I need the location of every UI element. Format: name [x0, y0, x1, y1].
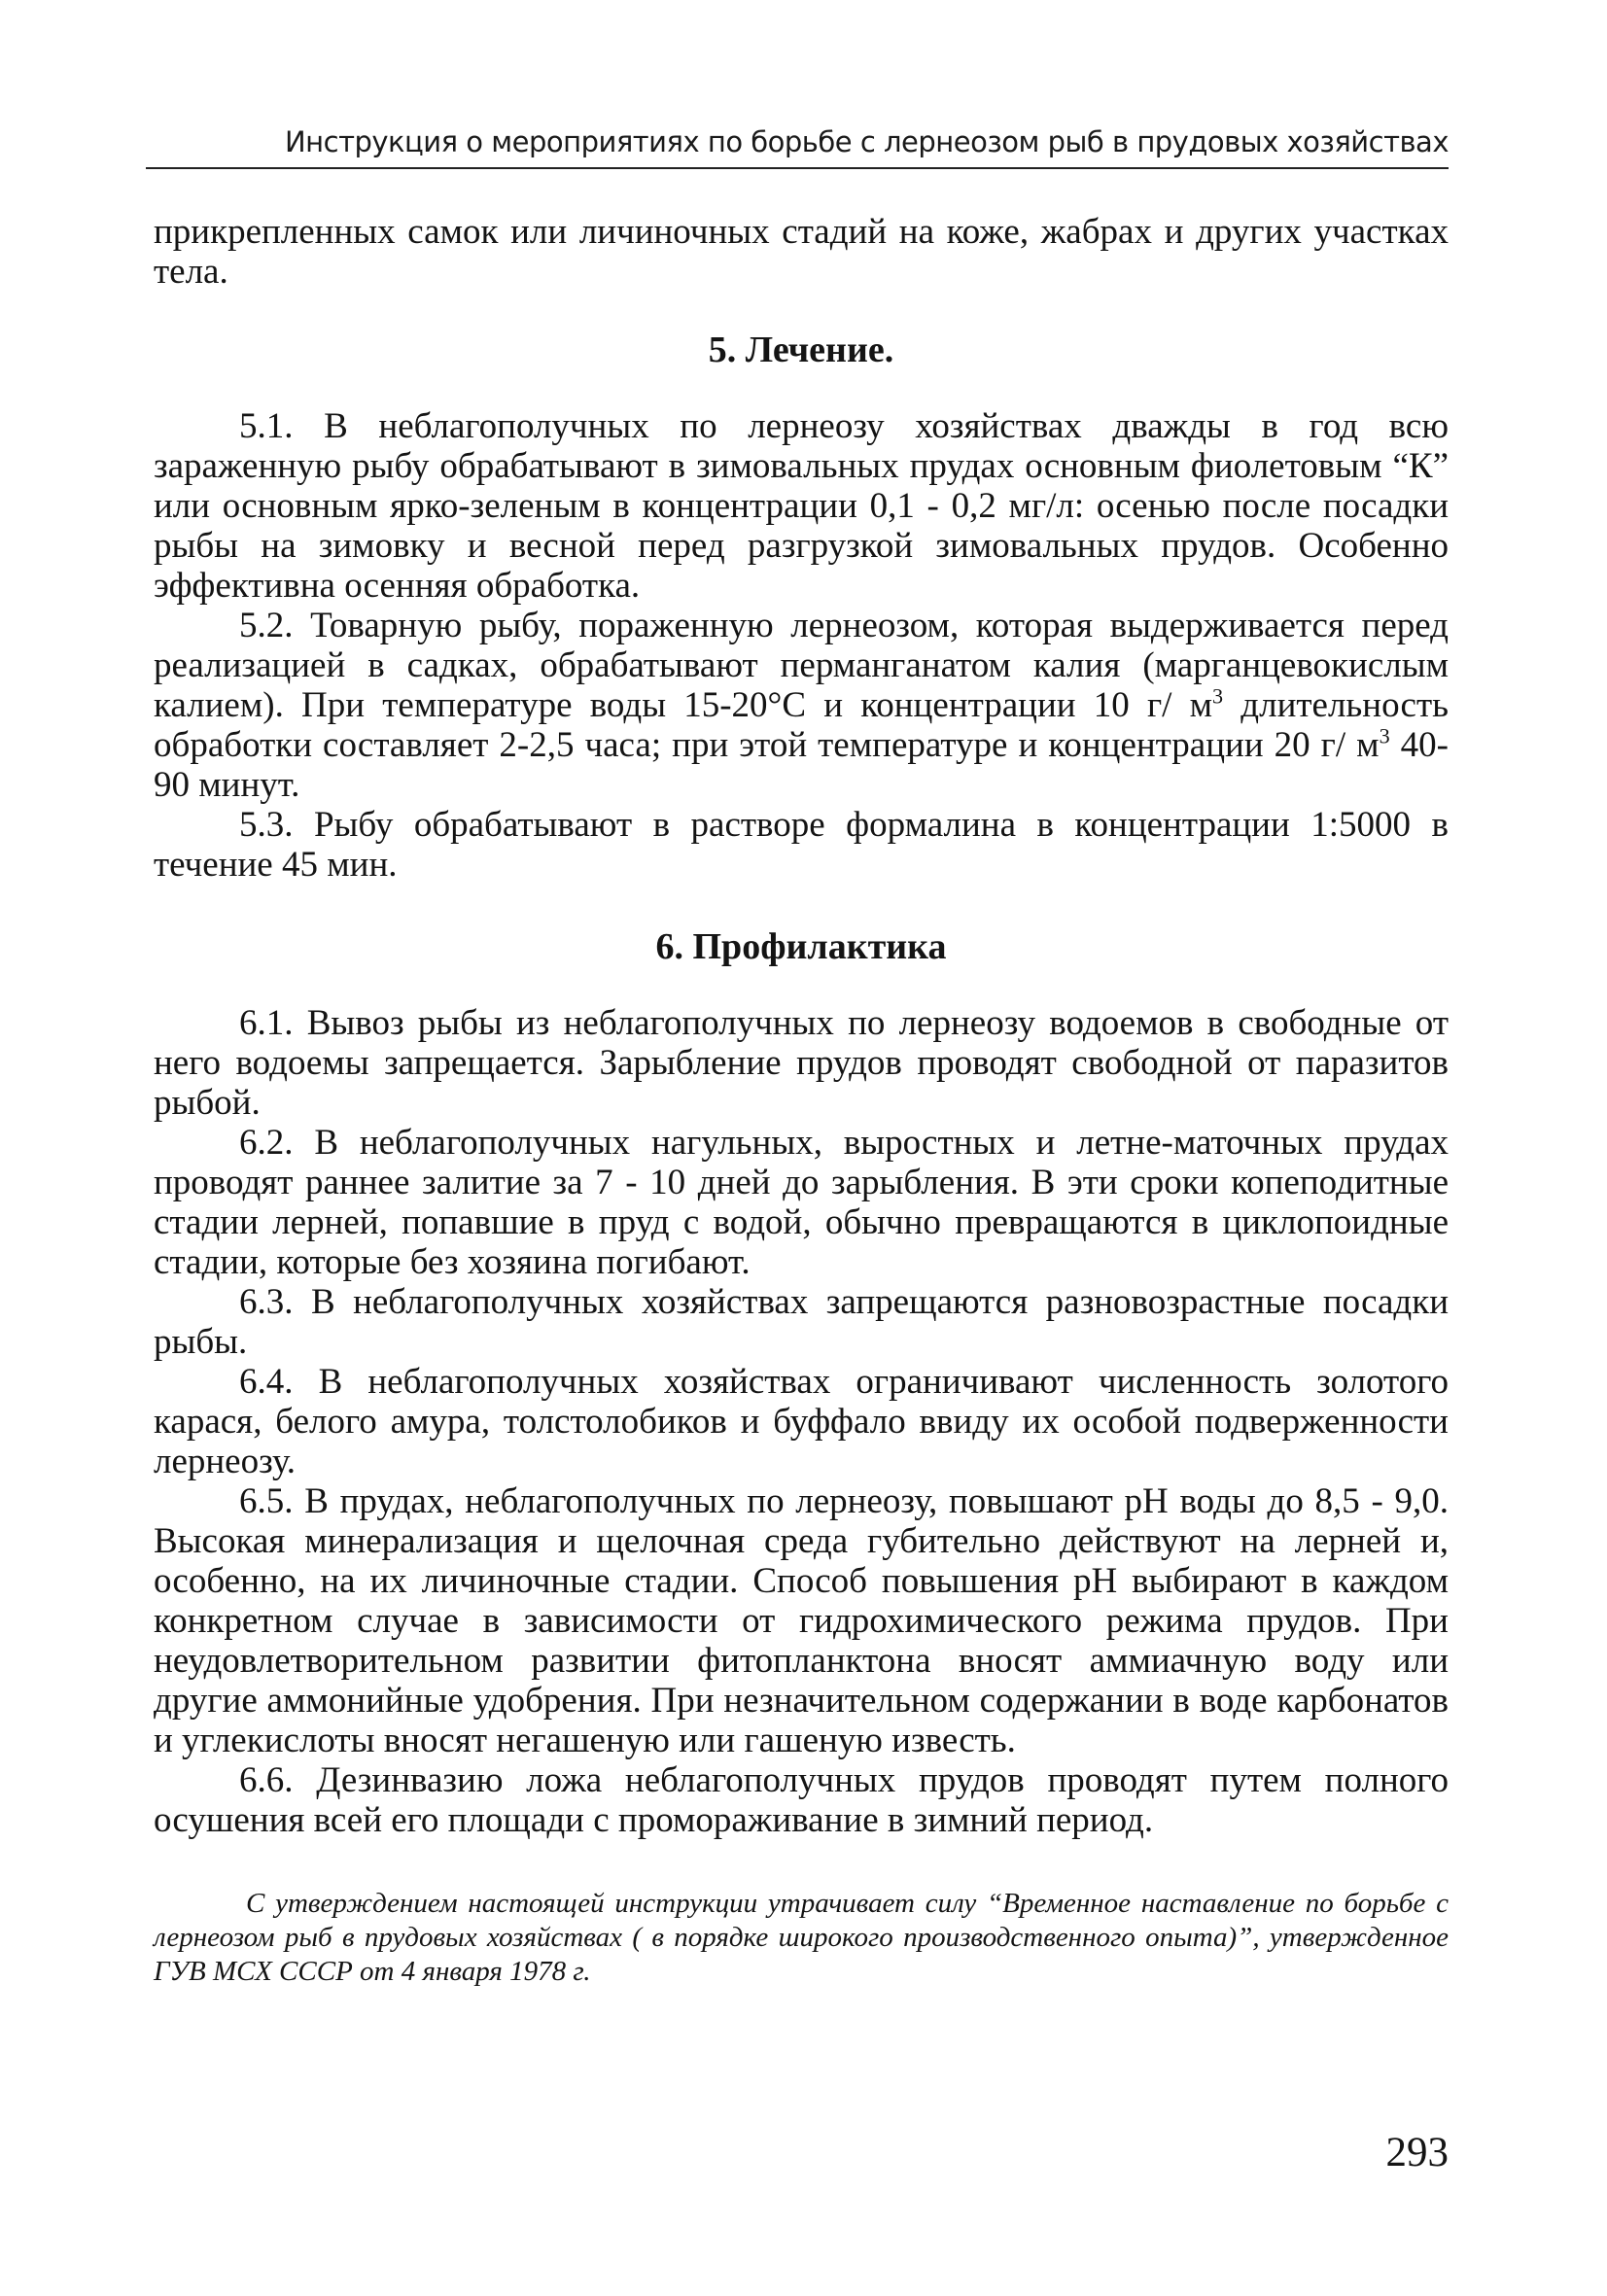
paragraph-5-3: 5.3. Рыбу обрабатывают в растворе формалина в концентрации 1:5000 в течение 45 мин. [154, 805, 1449, 885]
section-6-heading: 6. Профилактика [655, 926, 947, 967]
paragraph-6-2: 6.2. В неблагополучных нагульных, выростных и летне-маточных прудах проводят раннее залитие за 7 - 10 дней до зарыбления. В эти сроки копеподитные стадии лерней, попавшие в пруд с водой, обычно превращаются в циклопоидные стадии, которые без хозяина погибают. [154, 1123, 1449, 1282]
page-number: 293 [1385, 2130, 1449, 2175]
superscript-3: 3 [1379, 723, 1390, 748]
paragraph-5-2-part-c: 40-90 минут. [154, 725, 1449, 805]
superscript-3: 3 [1212, 683, 1224, 709]
paragraph-5-2-part-b: длительность обработки составляет 2-2,5 часа; при этой температуре и концентрации 20 г/ м [154, 685, 1449, 765]
paragraph-6-5: 6.5. В прудах, неблагополучных по лернеозу, повышают рН воды до 8,5 - 9,0. Высокая минерализация и щелочная среда губительно действуют на лерней и, особенно, на их личиночные стадии. Способ повышения рН выбирают в каждом конкретном случае в зависимости от гидрохимического режима прудов. При неудовлетворительном развитии фитопланктона вносят аммиачную воду или другие аммонийные удобрения. При незначительном содержании в воде карбонатов и углекислоты вносят негашеную или гашеную известь. [154, 1481, 1449, 1760]
paragraph-5-2 [154, 606, 1449, 805]
footnote-note: С утверждением настоящей инструкции утрачивает силу “Временное наставление по борьбе с лернеозом рыб в прудовых хозяйствах ( в порядке широкого производственного опыта)”, утвержденное ГУВ МСХ СССР от 4 января 1978 г. [154, 1888, 1449, 1987]
paragraph-6-3: 6.3. В неблагополучных хозяйствах запрещаются разновозрастные посадки рыбы. [154, 1282, 1449, 1362]
paragraph-6-4: 6.4. В неблагополучных хозяйствах ограничивают численность золотого карася, белого амура, толстолобиков и буффало ввиду их особой подверженности лернеозу. [154, 1362, 1449, 1481]
intro-paragraph: прикрепленных самок или личиночных стадий на коже, жабрах и других участках тела. [154, 212, 1449, 292]
section-5-heading: 5. Лечение. [708, 330, 894, 370]
paragraph-5-2-part-a: 5.2. Товарную рыбу, пораженную лернеозом, которая выдерживается перед реализацией в садках, обрабатывают перманганатом калия (марганцевокислым калием). При температуре воды 15-20°С и концентрации 10 г/ м [154, 606, 1449, 725]
paragraph-5-1: 5.1. В неблагополучных по лернеозу хозяйствах дважды в год всю зараженную рыбу обрабатывают в зимовальных прудах основным фиолетовым “К” или основным ярко-зеленым в концентрации 0,1 - 0,2 мг/л: осенью после посадки рыбы на зимовку и весной перед разгрузкой зимовальных прудов. Особенно эффективна осенняя обработка. [154, 406, 1449, 606]
header-rule [146, 167, 1449, 169]
body-text [154, 212, 1449, 1989]
paragraph-6-1: 6.1. Вывоз рыбы из неблагополучных по лернеозу водоемов в свободные от него водоемы запрещается. Зарыбление прудов проводят свободной от паразитов рыбой. [154, 1003, 1449, 1123]
running-header: Инструкция о мероприятиях по борьбе с лернеозом рыб в прудовых хозяйствах [284, 125, 1449, 158]
paragraph-6-6: 6.6. Дезинвазию ложа неблагополучных прудов проводят путем полного осушения всей его площади с промораживание в зимний период. [154, 1760, 1449, 1840]
